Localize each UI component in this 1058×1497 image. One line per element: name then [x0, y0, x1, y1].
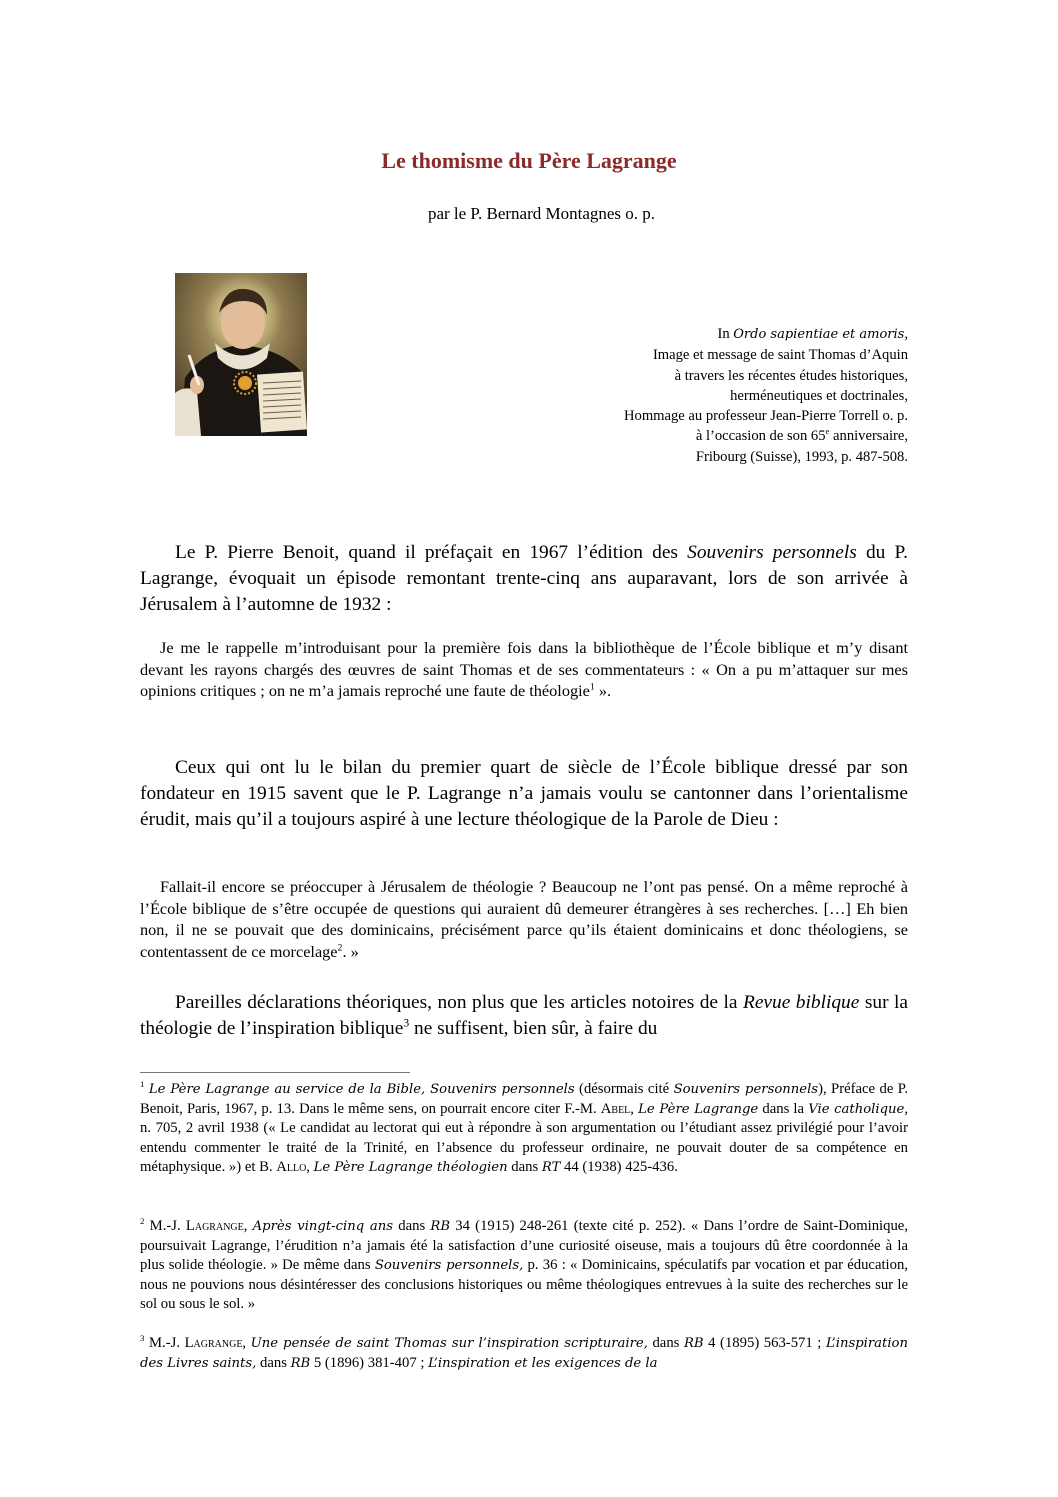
- fn-text: ,: [630, 1100, 639, 1117]
- citation-line: à travers les récentes études historiques,: [674, 367, 908, 384]
- fn-text: dans: [393, 1218, 431, 1234]
- fn-title: Souvenirs personnels,: [374, 1258, 524, 1273]
- footnote-number: 3: [140, 1333, 145, 1344]
- fn-text: dans la: [758, 1100, 809, 1117]
- fn-author: Lagrange: [185, 1218, 244, 1234]
- fn-text: M.-J.: [148, 1335, 185, 1351]
- fn-text: 5 (1896) 381-407 ;: [310, 1354, 429, 1371]
- fn-journal: RB: [290, 1355, 311, 1371]
- fn-author: Lagrange: [184, 1335, 243, 1351]
- text: ne suffisent, bien sûr, à faire du: [409, 1017, 658, 1039]
- footnote-number: 1: [140, 1079, 145, 1090]
- fn-author: Allo: [276, 1159, 307, 1175]
- citation-occasion: à l’occasion de son 65: [695, 428, 826, 445]
- text: Pareilles déclarations théoriques, non plus que les articles notoires de la: [175, 992, 743, 1013]
- footnote-1: [140, 1080, 908, 1178]
- fn-text: 4 (1895) 563-571 ;: [703, 1335, 826, 1351]
- citation-work-title: Ordo sapientiae et amoris: [733, 327, 905, 342]
- paragraph-1: [140, 540, 908, 617]
- fn-text: dans: [647, 1335, 684, 1351]
- article-title: Le thomisme du Père Lagrange: [381, 148, 677, 173]
- citation-line: Fribourg (Suisse), 1993, p. 487-508.: [695, 448, 908, 465]
- fn-text: M.-J.: [149, 1218, 186, 1234]
- footnote-ref-2[interactable]: 2: [337, 942, 343, 954]
- book-title: Souvenirs personnels: [687, 542, 857, 563]
- text: du P. Lagrange, évoquait un épisode remontant trente-cinq ans auparavant, lors de son arrivée à Jérusalem à l’automne de 1932 :: [140, 542, 908, 615]
- fn-title: Le Père Lagrange théologien: [313, 1160, 508, 1175]
- footnote-ref-3[interactable]: 3: [403, 1016, 410, 1030]
- citation-line: herméneutiques et doctrinales,: [730, 387, 908, 404]
- footnote-ref-1[interactable]: 1: [589, 681, 595, 693]
- fn-text: ,: [243, 1218, 253, 1234]
- citation-line: [624, 426, 908, 446]
- source-citation: [624, 324, 908, 467]
- citation-occasion-end: anniversaire,: [829, 428, 908, 445]
- quote-end: . »: [342, 941, 359, 961]
- text: sur la théologie de l’inspiration biblique: [140, 992, 908, 1039]
- fn-title: Le Père Lagrange au service de la Bible, Souvenirs personnels: [148, 1082, 575, 1097]
- fn-text: (désormais cité: [574, 1081, 674, 1097]
- block-quote-1: [140, 637, 908, 702]
- footnote-2: [140, 1217, 908, 1315]
- fn-journal: RB: [683, 1336, 704, 1351]
- footnote-number: 2: [140, 1216, 145, 1227]
- quote-end: ».: [594, 681, 612, 700]
- author-byline: par le P. Bernard Montagnes o. p.: [427, 204, 656, 223]
- fn-text: 34 (1915) 248-261 (texte cité p. 252). « Dans l’ordre de Saint-Dominique, poursuivait Lagrange, l’érudition n’a jamais été la satisfaction d’une curiosité oiseuse, mais a toujours dû être coordonnée à la plus solide théologie. » De même dans: [140, 1218, 909, 1273]
- quote-text: Fallait-il encore se préoccuper à Jérusalem de théologie ? Beaucoup ne l’ont pas pensé. On a même reproché à l’École biblique de s’être occupée de questions qui auraient dû demeurer étrangères à ses recherches. […] Eh bien non, il ne se pouvait que des dominicains, précisément parce qu’ils étaient dominicains et donc théologiens, se contentassent de ce morcelage: [140, 877, 908, 961]
- citation-line: [624, 324, 908, 345]
- fn-text: ), Préface de P. Benoit, Paris, 1967, p. 13. Dans le même sens, on pourrait encore citer F.-M.: [140, 1081, 909, 1117]
- fn-journal: RT: [541, 1160, 561, 1175]
- fn-text: ,: [242, 1335, 251, 1351]
- fn-text: ,: [306, 1159, 314, 1175]
- fn-author: Abel: [600, 1100, 631, 1117]
- paragraph-2: [140, 755, 908, 832]
- quote-text: Je me le rappelle m’introduisant pour la première fois dans la bibliothèque de l’École biblique et m’y disant devant les rayons chargés des œuvres de saint Thomas et de ses commentateurs : « On a pu m’attaquer sur mes opinions critiques ; on ne m’a jamais reproché une faute de théologie: [140, 638, 908, 700]
- block-quote-2: [140, 876, 908, 962]
- text: Ceux qui ont lu le bilan du premier quart de siècle de l’École biblique dressé par son fondateur en 1915 savent que le P. Lagrange n’a jamais voulu se cantonner dans l’orientalisme érudit, mais qu’il a toujours aspiré à une lecture théologique de la Parole de Dieu :: [140, 757, 908, 830]
- fn-title: L’inspiration des Livres saints,: [140, 1336, 908, 1371]
- fn-text: , n. 705, 2 avril 1938 (« Le candidat au lectorat qui eut à répondre à son argumentation ou l’étudiant assez privilégié pour l’avoir entendu commenter le traité de la Trinité, en l’absence du professeur ordinaire, ne pouvait douter de sa compétence en métaphysique. ») et B.: [140, 1100, 909, 1175]
- fn-text: dans: [256, 1354, 291, 1371]
- citation-sup: e: [825, 426, 830, 437]
- fn-text: p. 36 : « Dominicains, spéculatifs par vocation et par éducation, nous ne pouvions nous désintéresser des conclusions historiques ou même théologiques entrevues à la suite des recherches sur le sol ou sous le sol. »: [140, 1257, 908, 1312]
- paragraph-3: [140, 990, 908, 1042]
- fn-text: 44 (1938) 425-436.: [560, 1159, 678, 1175]
- citation-line: Image et message de saint Thomas d’Aquin: [652, 347, 908, 364]
- fn-title: Le Père Lagrange: [638, 1101, 759, 1117]
- fn-title: L’inspiration et les exigences de la: [428, 1355, 658, 1371]
- fn-title: Souvenirs personnels: [673, 1082, 819, 1097]
- fn-title: Vie catholique: [808, 1101, 905, 1117]
- fn-text: dans: [507, 1159, 542, 1175]
- fn-title: Après vingt-cinq ans: [252, 1219, 394, 1234]
- text: Le P. Pierre Benoit, quand il préfaçait en 1967 l’édition des: [175, 542, 688, 563]
- journal-title: Revue biblique: [742, 992, 860, 1013]
- fn-journal: RB: [430, 1219, 451, 1234]
- citation-punct: ,: [904, 326, 908, 342]
- saint-thomas-portrait: [175, 273, 307, 436]
- fn-title: Une pensée de saint Thomas sur l’inspiration scripturaire,: [250, 1336, 648, 1351]
- citation-line: Hommage au professeur Jean-Pierre Torrell o. p.: [623, 408, 908, 425]
- footnote-3: [140, 1334, 908, 1373]
- citation-in: In: [717, 326, 734, 342]
- portrait-image: [175, 273, 307, 436]
- footnote-separator: [140, 1072, 410, 1073]
